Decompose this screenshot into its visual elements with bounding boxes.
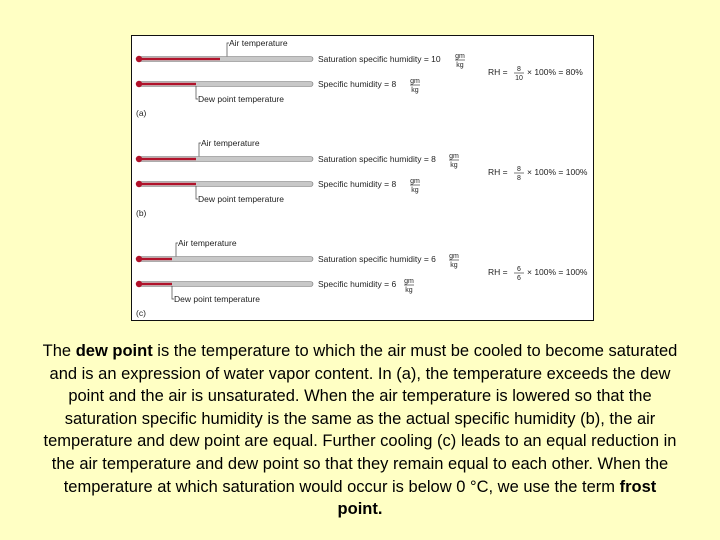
rh-label: RH = — [488, 267, 508, 277]
unit-denominator: kg — [411, 87, 419, 94]
saturation-humidity-label: Saturation specific humidity = 8 — [318, 154, 436, 164]
rh-result: × 100% = 100% — [527, 267, 588, 277]
dew-point-label: Dew point temperature — [198, 94, 284, 104]
rh-denominator: 6 — [517, 275, 521, 282]
rh-denominator: 10 — [515, 75, 523, 82]
specific-humidity-label: Specific humidity = 6 — [318, 279, 397, 289]
dew-point-thermometer — [136, 281, 313, 287]
dew-point-thermometer — [136, 81, 313, 87]
unit-denominator: kg — [450, 162, 458, 169]
unit-numerator: gm — [404, 278, 414, 285]
air-thermometer — [136, 256, 313, 262]
air-temperature-label: Air temperature — [229, 38, 288, 48]
mercury-column — [139, 258, 172, 260]
mercury-column — [139, 283, 172, 285]
air-thermometer — [136, 56, 313, 62]
rh-numerator: 8 — [517, 66, 521, 73]
dew-point-diagram — [131, 35, 594, 321]
mercury-column — [139, 183, 196, 185]
unit-numerator: gm — [410, 78, 420, 85]
mercury-column — [139, 158, 196, 160]
panel-label: (b) — [136, 208, 147, 218]
caption-text: is the temperature to which the air must be cooled to become saturated and is an expression of water vapor content. In (a), the temperature exceeds the dew point and the air is unsaturated. When the air temperature is lowered so that the saturation specific humidity is the same as the actual specific humidity (b), the air temperature and dew point are equal. Further cooling (c) leads to an equal reduction in the air temperature and dew point so that they remain equal to each other. When the temperature at which saturation would occur is below 0 °C, we use the term — [43, 342, 678, 496]
mercury-column — [139, 83, 196, 85]
air-thermometer — [136, 156, 313, 162]
rh-numerator: 6 — [517, 266, 521, 273]
air-temperature-label: Air temperature — [178, 238, 237, 248]
rh-denominator: 8 — [517, 175, 521, 182]
specific-humidity-label: Specific humidity = 8 — [318, 179, 397, 189]
saturation-humidity-label: Saturation specific humidity = 10 — [318, 54, 441, 64]
specific-humidity-label: Specific humidity = 8 — [318, 79, 397, 89]
rh-result: × 100% = 80% — [527, 67, 583, 77]
term-frost-point: frost point. — [337, 477, 657, 519]
saturation-humidity-label: Saturation specific humidity = 6 — [318, 254, 436, 264]
unit-numerator: gm — [410, 178, 420, 185]
caption — [40, 340, 680, 521]
unit-denominator: kg — [411, 187, 419, 194]
rh-label: RH = — [488, 67, 508, 77]
air-temperature-label: Air temperature — [201, 138, 260, 148]
dew-point-label: Dew point temperature — [198, 194, 284, 204]
unit-denominator: kg — [456, 62, 464, 69]
term-dew-point: dew point — [75, 342, 153, 360]
dew-point-label: Dew point temperature — [174, 294, 260, 304]
mercury-column — [139, 58, 220, 60]
unit-numerator: gm — [449, 253, 459, 260]
dew-point-thermometer — [136, 181, 313, 187]
unit-denominator: kg — [450, 262, 458, 269]
unit-numerator: gm — [449, 153, 459, 160]
panel-label: (c) — [136, 308, 146, 318]
rh-result: × 100% = 100% — [527, 167, 588, 177]
caption-text: The — [42, 342, 76, 360]
rh-numerator: 8 — [517, 166, 521, 173]
unit-numerator: gm — [455, 53, 465, 60]
unit-denominator: kg — [405, 287, 413, 294]
diagram-canvas — [132, 36, 593, 320]
rh-label: RH = — [488, 167, 508, 177]
panel-label: (a) — [136, 108, 147, 118]
